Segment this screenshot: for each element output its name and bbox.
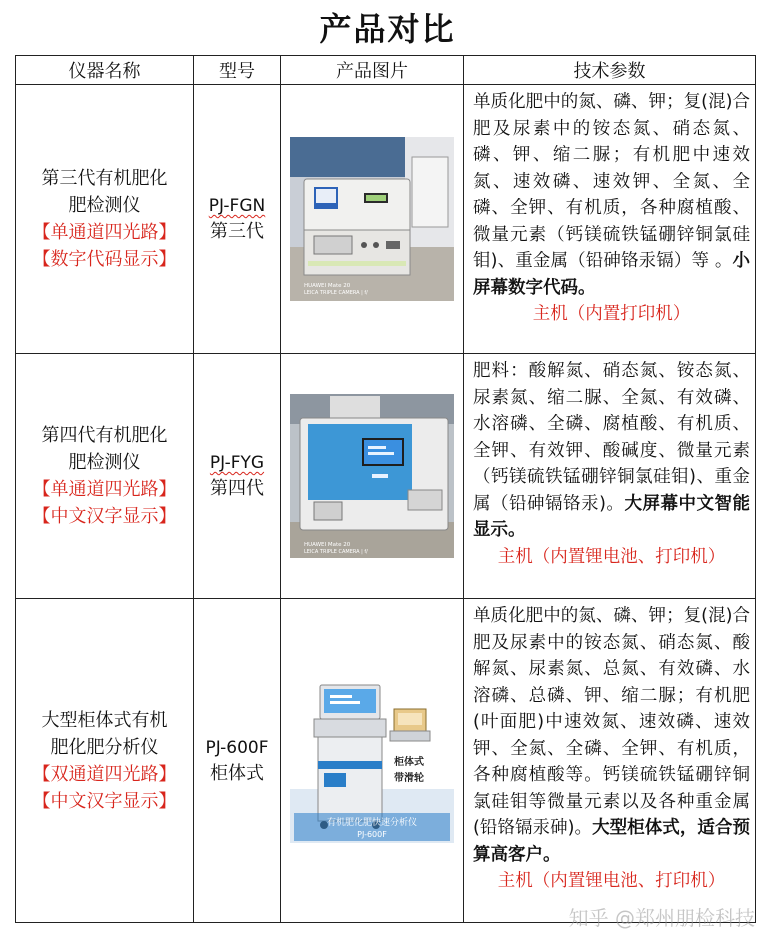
- feature-tag: 【中文汉字显示】: [32, 506, 177, 527]
- instrument-name-cell: [16, 85, 194, 354]
- model-code: PJ-FYG: [209, 453, 265, 473]
- header-model: 型号: [194, 56, 281, 85]
- feature-tag: 【单通道四光路】: [32, 479, 177, 500]
- product-photo-analyzer-gen4: [290, 394, 454, 558]
- photo-caption: LEICA TRIPLE CAMERA | f/: [304, 290, 368, 296]
- photo-caption: LEICA TRIPLE CAMERA | f/: [304, 549, 368, 555]
- feature-tag: 【中文汉字显示】: [32, 790, 177, 812]
- model-generation: 第三代: [210, 221, 264, 242]
- tech-params-cell: [464, 354, 756, 599]
- feature-tag: 【单通道四光路】: [32, 222, 177, 243]
- tech-params-cell: [464, 599, 756, 923]
- header-product-image: 产品图片: [281, 56, 464, 85]
- tech-params-highlight: 大型柜体式，适合预算高客户。: [473, 818, 750, 865]
- tech-params-cell: [464, 85, 756, 354]
- tech-params-highlight: 大屏幕中文智能显示。: [473, 493, 751, 540]
- watermark: 知乎 @郑州朋检科技: [568, 906, 755, 930]
- host-config: 主机（内置锂电池、打印机）: [497, 546, 726, 567]
- photo-caption: PJ-600F: [357, 829, 387, 839]
- table-row: [16, 85, 756, 354]
- instrument-name-cell: [16, 599, 194, 923]
- instrument-name-cell: [16, 354, 194, 599]
- product-photo-analyzer-gen3: [290, 137, 454, 301]
- comparison-table: [15, 55, 756, 923]
- photo-tag: 带滑轮: [394, 772, 424, 784]
- instrument-name-line: 肥检测仪: [68, 195, 141, 216]
- product-image-cell: [281, 85, 464, 354]
- header-tech-params: 技术参数: [464, 56, 756, 85]
- model-generation: 第四代: [210, 478, 264, 499]
- product-image-cell: [281, 599, 464, 923]
- tech-params-text: 单质化肥中的氮、磷、钾；复(混)合肥及尿素中的铵态氮、硝态氮、酸解氮、尿素氮、总氮、有效磷、水溶磷、总磷、钾、缩二脲；有机肥(叶面肥)中速效氮、速效磷、速效钾、全氮、全磷、全钾、有机质，各种腐植酸等。钙镁硫铁锰硼锌铜氯硅钼等微量元素以及各种重金属(铅铬镉汞砷)。: [473, 606, 750, 838]
- instrument-name-line: 第四代有机肥化: [41, 425, 168, 446]
- product-image-cell: [281, 354, 464, 599]
- feature-tag: 【双通道四光路】: [32, 763, 177, 785]
- product-photo-cabinet-analyzer: [290, 679, 454, 843]
- photo-tag: 柜体式: [394, 756, 424, 768]
- model-cell: [194, 599, 281, 923]
- photo-caption: HUAWEI Mate 20: [304, 283, 351, 289]
- model-code: PJ-FGN: [208, 196, 266, 216]
- model-cell: [194, 354, 281, 599]
- feature-tag: 【数字代码显示】: [32, 249, 177, 270]
- photo-caption: 有机肥化肥快速分析仪: [326, 817, 418, 828]
- photo-caption: HUAWEI Mate 20: [304, 542, 351, 548]
- tech-params-text: 肥料：酸解氮、硝态氮、铵态氮、尿素氮、缩二脲、全氮、有效磷、水溶磷、全磷、腐植酸、有机质、全钾、有效钾、酸碱度、微量元素（钙镁硫铁锰硼锌铜氯硅钼)、重金属（铅砷镉铬汞)。: [473, 361, 750, 514]
- table-row: [16, 354, 756, 599]
- model-code: PJ-600F: [205, 737, 269, 758]
- header-instrument-name: 仪器名称: [16, 56, 194, 85]
- host-config: 主机（内置锂电池、打印机）: [497, 871, 726, 891]
- table-row: [16, 599, 756, 923]
- instrument-name-line: 第三代有机肥化: [41, 168, 168, 189]
- host-config: 主机（内置打印机）: [532, 304, 691, 324]
- tech-params-text: 单质化肥中的氮、磷、钾；复(混)合肥及尿素中的铵态氮、硝态氮、磷、钾、缩二脲；有机肥中速效氮、速效磷、速效钾、全氮、全磷、全钾、有机质，各种腐植酸、微量元素（钙镁硫铁锰硼锌铜氯硅钼)、重金属（铅砷铬汞镉）等 。: [473, 92, 750, 271]
- instrument-name-line: 大型柜体式有机: [41, 709, 168, 731]
- tech-params-highlight: 小屏幕数字代码。: [473, 251, 750, 298]
- model-generation: 柜体式: [210, 762, 264, 784]
- instrument-name-line: 肥检测仪: [68, 452, 141, 473]
- page-title: 产品对比: [319, 10, 456, 48]
- model-cell: [194, 85, 281, 354]
- table-header-row: [16, 56, 756, 85]
- instrument-name-line: 肥化肥分析仪: [50, 736, 159, 758]
